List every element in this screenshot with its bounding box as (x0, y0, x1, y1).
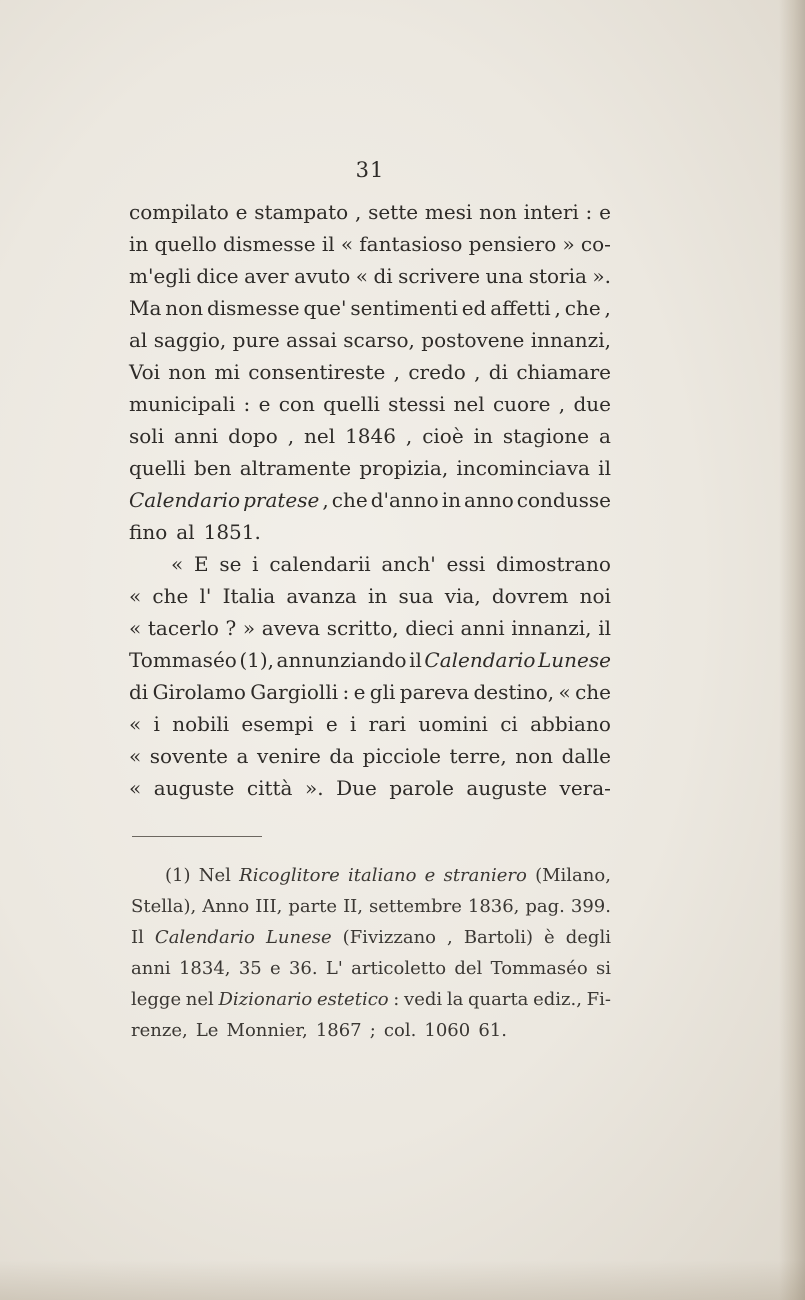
text-line: « tacerlo ? » aveva scritto, dieci anni innanzi, il (129, 616, 611, 640)
page-number: 31 (355, 158, 385, 182)
footnote-line: legge nel Dizionario estetico : vedi la quarta ediz., Fi- (131, 989, 611, 1010)
text-line: « E se i calendarii anch' essi dimostrano (171, 552, 611, 576)
text-line: Tommaséo (1), annunziando il Calendario Lunese (129, 648, 611, 672)
text-line: compilato e stampato , sette mesi non interi : e (129, 200, 611, 224)
page-edge-shadow (779, 0, 805, 1300)
text-line: « sovente a venire da picciole terre, non dalle (129, 744, 611, 768)
text-line: « i nobili esempi e i rari uomini ci abbiano (129, 712, 611, 736)
text-line: di Girolamo Gargiolli : e gli pareva destino, « che (129, 680, 611, 704)
footnote-separator (132, 836, 262, 837)
text-line: « che l' Italia avanza in sua via, dovrem noi (129, 584, 611, 608)
footnote-line: renze, Le Monnier, 1867 ; col. 1060 61. (131, 1020, 507, 1041)
text-line: Calendario pratese , che d'anno in anno condusse (129, 488, 611, 512)
text-line: « auguste città ». Due parole auguste vera- (129, 776, 611, 800)
text-line: al saggio, pure assai scarso, postovene innanzi, (129, 328, 611, 352)
footnote-line: anni 1834, 35 e 36. L' articoletto del Tommaséo si (131, 958, 611, 979)
footnote (131, 860, 611, 1046)
text-line: Ma non dismesse que' sentimenti ed affetti , che , (129, 296, 611, 320)
text-line: Voi non mi consentireste , credo , di chiamare (129, 360, 611, 384)
text-line: m'egli dice aver avuto « di scrivere una storia ». (129, 264, 611, 288)
footnote-line: Stella), Anno III, parte II, settembre 1836, pag. 399. (131, 896, 611, 917)
page-bottom-shadow (0, 1260, 805, 1300)
text-line: soli anni dopo , nel 1846 , cioè in stagione a (129, 424, 611, 448)
footnote-line: Il Calendario Lunese (Fivizzano , Bartoli) è degli (131, 927, 611, 948)
text-line: municipali : e con quelli stessi nel cuore , due (129, 392, 611, 416)
text-line: in quello dismesse il « fantasioso pensiero » co- (129, 232, 611, 256)
body-text (129, 196, 611, 804)
footnote-line: (1) Nel Ricoglitore italiano e straniero (Milano, (165, 865, 611, 886)
text-line: fino al 1851. (129, 520, 261, 544)
text-line: quelli ben altramente propizia, incominciava il (129, 456, 611, 480)
